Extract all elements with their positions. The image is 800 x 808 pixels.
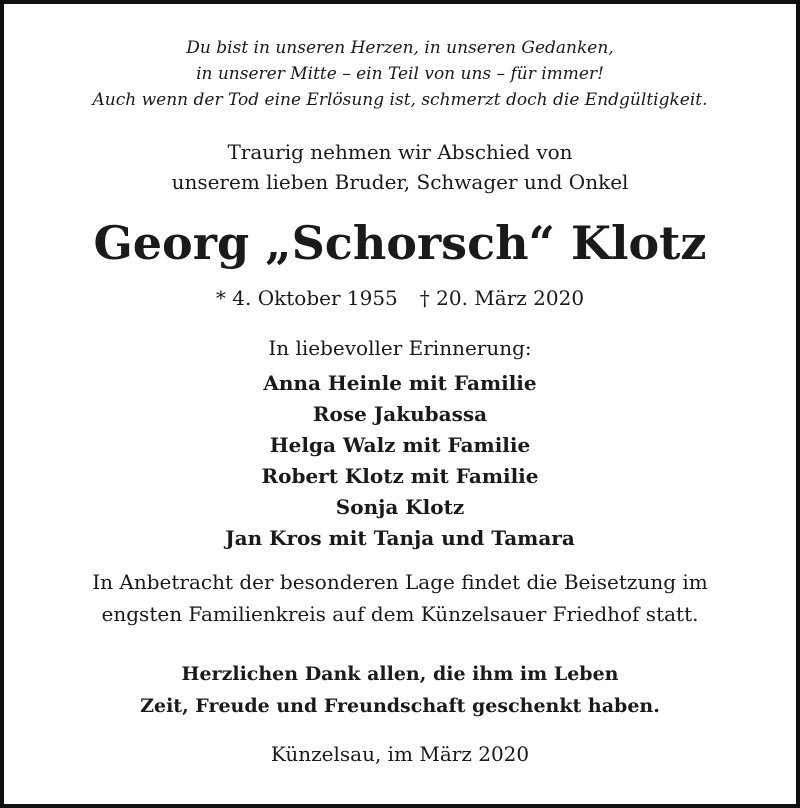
- mourner-3: Helga Walz mit Familie: [269, 433, 531, 457]
- deceased-name: Georg „Schorsch“ Klotz: [93, 216, 707, 270]
- life-dates: [0, 284, 800, 312]
- intro-line-2: unserem lieben Bruder, Schwager und Onkel: [171, 170, 629, 194]
- place-date: Künzelsau, im März 2020: [270, 742, 530, 766]
- intro-line-1: Traurig nehmen wir Abschied von: [227, 140, 573, 164]
- thanks-line-1: Herzlichen Dank allen, die ihm im Leben: [181, 663, 619, 685]
- mourner-1: Anna Heinle mit Familie: [263, 371, 537, 395]
- motto-line-1: Du bist in unseren Herzen, in unseren Gedanken,: [186, 38, 614, 58]
- memory-heading: In liebevoller Erinnerung:: [268, 336, 532, 360]
- mourner-2: Rose Jakubassa: [312, 402, 488, 426]
- motto-line-3: Auch wenn der Tod eine Erlösung ist, schmerzt doch die Endgültigkeit.: [92, 90, 708, 110]
- notice-line-2: engsten Familienkreis auf dem Künzelsauer Friedhof statt.: [101, 602, 699, 626]
- thanks-line-2: Zeit, Freude und Freundschaft geschenkt haben.: [140, 695, 660, 717]
- notice-line-1: In Anbetracht der besonderen Lage findet die Beisetzung im: [92, 570, 708, 594]
- birth-date: * 4. Oktober 1955: [215, 286, 398, 310]
- motto-line-2: in unserer Mitte – ein Teil von uns – für immer!: [196, 64, 604, 84]
- mourner-5: Sonja Klotz: [335, 495, 465, 519]
- death-date: † 20. März 2020: [419, 286, 585, 310]
- mourner-6: Jan Kros mit Tanja und Tamara: [225, 526, 575, 550]
- mourner-4: Robert Klotz mit Familie: [261, 464, 539, 488]
